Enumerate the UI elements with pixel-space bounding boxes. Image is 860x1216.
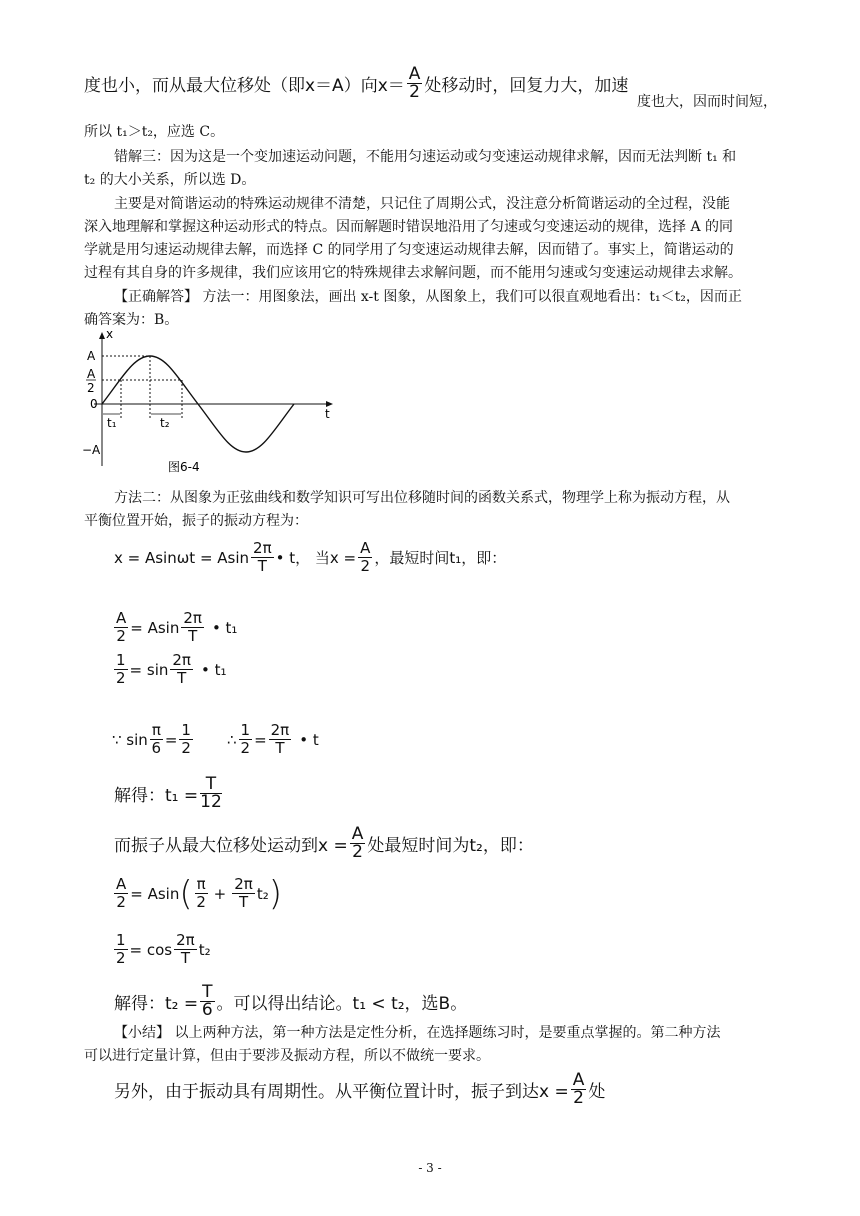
top-line-small: 度也大，因而时间短， xyxy=(637,94,777,110)
eq8-tail: t₂ xyxy=(198,940,211,959)
analysis-line-4: 过程有其自身的许多规律，我们应该用它的特殊规律去求解问题，而不能用匀速或匀变速运动规律去求解。 xyxy=(84,265,742,281)
equation-5 xyxy=(114,776,224,811)
x-axis-label: x xyxy=(106,327,114,341)
eq2-frac: $\frac{2\pi}{T}$ xyxy=(183,609,202,645)
eq4-because: ∵ sin xyxy=(112,730,148,749)
eq2-mid: = Asin xyxy=(130,618,180,637)
eq3-lhs: $\frac{1}{2}$ xyxy=(116,651,126,687)
eq4-eq: = xyxy=(164,730,178,749)
paragraph-wrong-solution-3-cont: t₂ 的大小关系，所以选 D。 xyxy=(84,172,256,188)
eq9-label: 解得：t₂ = xyxy=(114,994,199,1014)
top-line-text-a: 度也小，而从最大位移处（即x＝A）向x＝ xyxy=(84,76,405,96)
eq9-tail: 。可以得出结论。t₁ < t₂，选B。 xyxy=(216,994,468,1014)
analysis-line-1: 主要是对简谐运动的特殊运动规律不清楚，只记住了周期公式，没注意分析简谐运动的全过程，没能 xyxy=(114,196,730,212)
top-line-text-b: 处移动时，回复力大，加速 xyxy=(424,76,629,96)
eq5-frac-T-12: $\frac{T}{12}$ xyxy=(200,774,222,812)
eq7-frac-pi-2: $\frac{\pi}{2}$ xyxy=(196,875,206,911)
eq8-lhs: $\frac{1}{2}$ xyxy=(116,931,126,967)
eq7-lhs: $\frac{A}{2}$ xyxy=(116,875,127,911)
t1-label: t₁ xyxy=(107,416,117,430)
equation-4 xyxy=(112,722,319,757)
eq1-mid: • t， 当x = xyxy=(275,549,357,567)
eq1-frac-2pi-T: $\frac{2\pi}{T}$ xyxy=(253,539,272,575)
eq1-left: x = Asinωt = Asin xyxy=(114,548,250,567)
equation-8 xyxy=(112,932,211,967)
last-line-text-a: 另外，由于振动具有周期性。从平衡位置计时，振子到达x = xyxy=(114,1082,569,1102)
eq4-frac-1-2b: $\frac{1}{2}$ xyxy=(240,721,251,757)
equation-7 xyxy=(112,873,282,914)
eq8-frac: $\frac{2\pi}{T}$ xyxy=(176,931,195,967)
eq3-frac: $\frac{2\pi}{T}$ xyxy=(172,651,191,687)
eq4-therefore: ∴ xyxy=(226,730,237,749)
summary-line-2: 可以进行定量计算，但由于要涉及振动方程，所以不做统一要求。 xyxy=(84,1048,490,1064)
eq2-lhs: $\frac{A}{2}$ xyxy=(116,609,127,645)
t-axis-label: t xyxy=(325,407,330,421)
A-label: A xyxy=(87,349,96,363)
fraction-A-over-2: $\frac{A}{2}$ xyxy=(408,64,421,102)
equation-6 xyxy=(114,826,534,861)
last-frac-A-2: $\frac{A}{2}$ xyxy=(572,1070,585,1108)
A-half-den: 2 xyxy=(87,381,95,395)
top-line xyxy=(84,66,628,101)
eq1-right: ，最短时间t₁，即： xyxy=(374,549,507,567)
eq4-frac-2pi-T: $\frac{2\pi}{T}$ xyxy=(270,721,290,757)
x-axis-arrow xyxy=(99,332,105,339)
last-line-text-b: 处 xyxy=(588,1082,606,1102)
equation-9 xyxy=(114,984,467,1019)
analysis-line-2: 深入地理解和掌握这种运动形式的特点。因而解题时错误地沿用了匀速或匀变速运动的规律，选择 A 的同 xyxy=(84,219,734,235)
equation-3 xyxy=(112,652,226,687)
eq7-frac-2pi-T: $\frac{2\pi}{T}$ xyxy=(234,875,253,911)
xt-graph-figure xyxy=(84,326,344,476)
eq7-paren-open: ( xyxy=(179,873,193,914)
eq7-plus: + xyxy=(213,884,227,903)
neg-A-label: −A xyxy=(82,443,101,457)
eq8-mid: = cos xyxy=(129,940,173,959)
A-half-num: A xyxy=(87,367,96,381)
eq3-tail: • t₁ xyxy=(200,660,227,679)
eq7-tail: t₂ xyxy=(256,884,269,903)
paragraph-wrong-solution-3: 错解三：因为这是一个变加速运动问题，不能用匀速运动或匀变速运动规律求解，因而无法判断 t₁ 和 xyxy=(114,149,737,165)
eq6-text-a: 而振子从最大位移处运动到x = xyxy=(114,836,348,856)
zero-label: 0 xyxy=(90,397,98,411)
eq2-tail: • t₁ xyxy=(211,618,238,637)
equation-2 xyxy=(112,610,237,645)
eq6-frac-A-2: $\frac{A}{2}$ xyxy=(351,824,364,862)
eq4-frac-pi-6: $\frac{\pi}{6}$ xyxy=(151,721,162,757)
eq4-eq2: = xyxy=(254,730,267,749)
conclusion-line: 所以 t₁＞t₂，应选 C。 xyxy=(84,124,225,140)
correct-answer-line-2: 确答案为：B。 xyxy=(84,312,179,328)
equation-1 xyxy=(114,540,506,575)
eq6-text-b: 处最短时间为t₂，即： xyxy=(367,836,534,856)
figure-caption: 图6-4 xyxy=(168,460,200,474)
eq7-mid: = Asin xyxy=(130,884,180,903)
summary-line-1: 【小结】 以上两种方法，第一种方法是定性分析，在选择题练习时，是要重点掌握的。第二种方法 xyxy=(114,1025,721,1041)
method-two-line-2: 平衡位置开始，振子的振动方程为： xyxy=(84,513,308,529)
page-number: - 3 - xyxy=(418,1161,442,1175)
eq4-frac-1-2: $\frac{1}{2}$ xyxy=(181,721,191,757)
eq9-frac-T-6: $\frac{T}{6}$ xyxy=(201,982,213,1020)
analysis-line-3: 学就是用匀速运动规律去解，而选择 C 的同学用了匀变速运动规律去解，因而错了。事实上，简谐运动的 xyxy=(84,242,734,258)
eq1-frac-A-2: $\frac{A}{2}$ xyxy=(360,539,371,575)
eq4-tail: • t xyxy=(299,730,319,749)
eq5-label: 解得：t₁ = xyxy=(114,786,199,806)
eq3-mid: = sin xyxy=(129,660,169,679)
eq7-paren-close: ) xyxy=(268,873,282,914)
last-line xyxy=(114,1072,605,1107)
correct-answer-line: 【正确解答】 方法一：用图象法，画出 x-t 图象，从图象上，我们可以很直观地看出：t₁＜t₂，因而正 xyxy=(114,289,742,305)
t2-label: t₂ xyxy=(160,416,170,430)
method-two-line-1: 方法二：从图象为正弦曲线和数学知识可写出位移随时间的函数关系式，物理学上称为振动方程，从 xyxy=(114,490,730,506)
